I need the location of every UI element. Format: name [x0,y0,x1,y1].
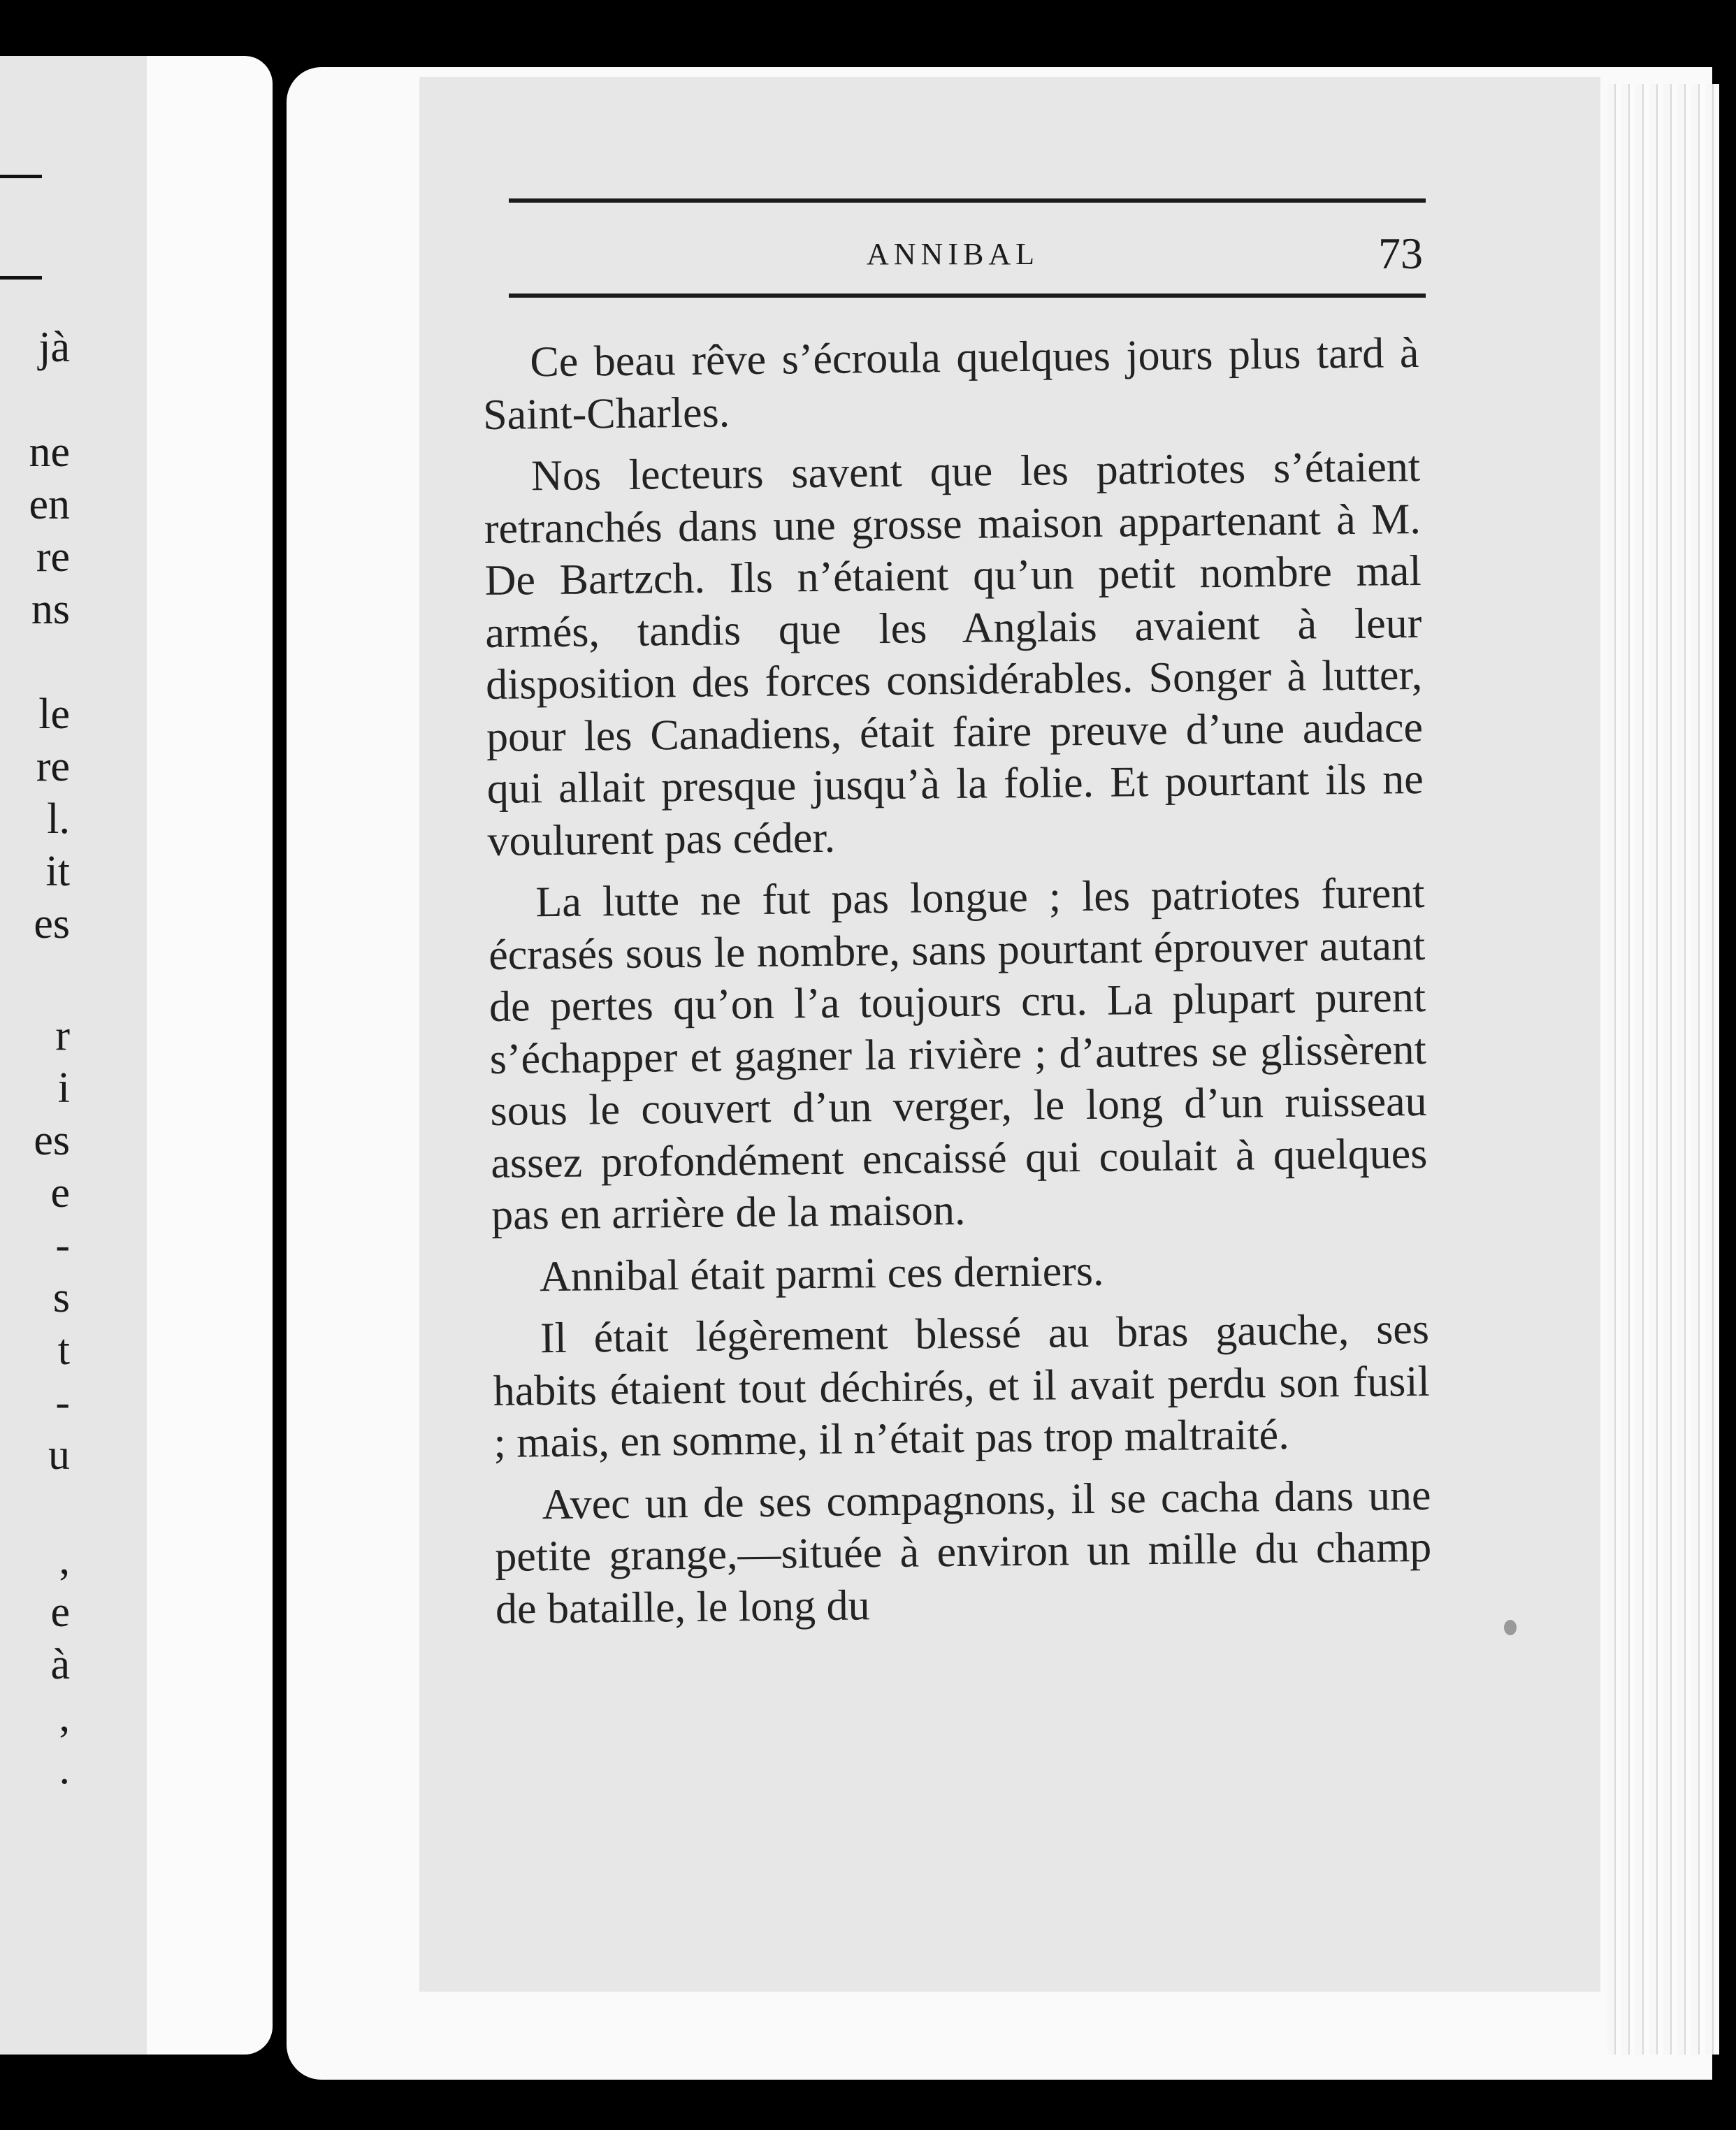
left-text-fragment: - [55,1222,70,1269]
paragraph: Ce beau rêve s’écroula quelques jours plus tard à Saint-Charles. [482,328,1419,439]
left-text-fragment: , [59,1693,70,1741]
left-text-fragment: e [50,1588,70,1636]
left-text-fragment: it [45,848,70,895]
left-text-fragment: le [38,690,70,738]
paragraph: Il était légèrement blessé au bras gauche, ses habits étaient tout déchirés, et il avait perdu son fusil ; mais, en somme, il n’était pas trop maltraité. [493,1305,1431,1467]
left-text-fragment: à [50,1641,70,1688]
left-text-fragment: jà [38,324,70,371]
left-text-fragment: s [52,1274,70,1321]
header-rule-bottom [509,294,1426,298]
left-header-rule [0,175,42,178]
page-number: 73 [1378,229,1423,278]
left-text-fragment: i [57,1064,70,1112]
paragraph: Nos lecteurs savent que les patriotes s’étaient retranchés dans une grosse maison appartenant à M. De Bartzch. Ils n’étaient qu’un petit nombre mal armés, tandis que les Anglais avaient à leur disposition des forces considérables. Songer à lutter, pour les Canadiens, était faire preuve d’une audace qui allait presque jusqu’à la folie. Et pourtant ils ne voulurent pas céder. [484,442,1424,865]
paragraph: Avec un de ses compagnons, il se cacha dans une petite grange,—située à environ un mille du champ de bataille, le long du [494,1471,1432,1633]
left-text-fragment: ns [31,586,70,633]
left-text-fragment: l. [47,795,70,843]
left-text-fragment: re [36,533,70,581]
paragraph: La lutte ne fut pas longue ; les patriotes furent écrasés sous le nombre, sans pourtant éprouver autant de pertes qu’on l’a toujours cru. La plupart purent s’échapper et gagner la rivière ; d’autres se glissèrent sous le couvert d’un verger, le long d’un ruisseau assez profondément encaissé qui coulait à quelques pas en arrière de la maison. [488,869,1428,1239]
left-text-fragment: re [36,743,70,790]
left-text-fragment: es [34,900,70,948]
left-text-fragment: es [34,1117,70,1164]
running-head: ANNIBAL [867,237,1039,271]
left-text-fragment: e [50,1169,70,1217]
left-text-fragment: . [59,1746,70,1793]
left-text-fragment: , [59,1536,70,1584]
left-text-fragment: t [57,1326,70,1374]
header-rule-top [509,198,1426,203]
body-text [482,327,1433,1645]
left-text-fragment: ne [29,428,70,476]
left-text-fragment: u [48,1431,70,1479]
left-text-fragment: en [29,481,70,528]
page-edges [1607,84,1719,2055]
left-page [0,56,273,2055]
left-header-rule-lower [0,276,42,280]
left-text-fragment: r [55,1012,70,1059]
scan-speck [1504,1620,1517,1635]
left-text-fragment: - [55,1379,70,1426]
paragraph: Annibal était parmi ces derniers. [539,1247,1104,1301]
